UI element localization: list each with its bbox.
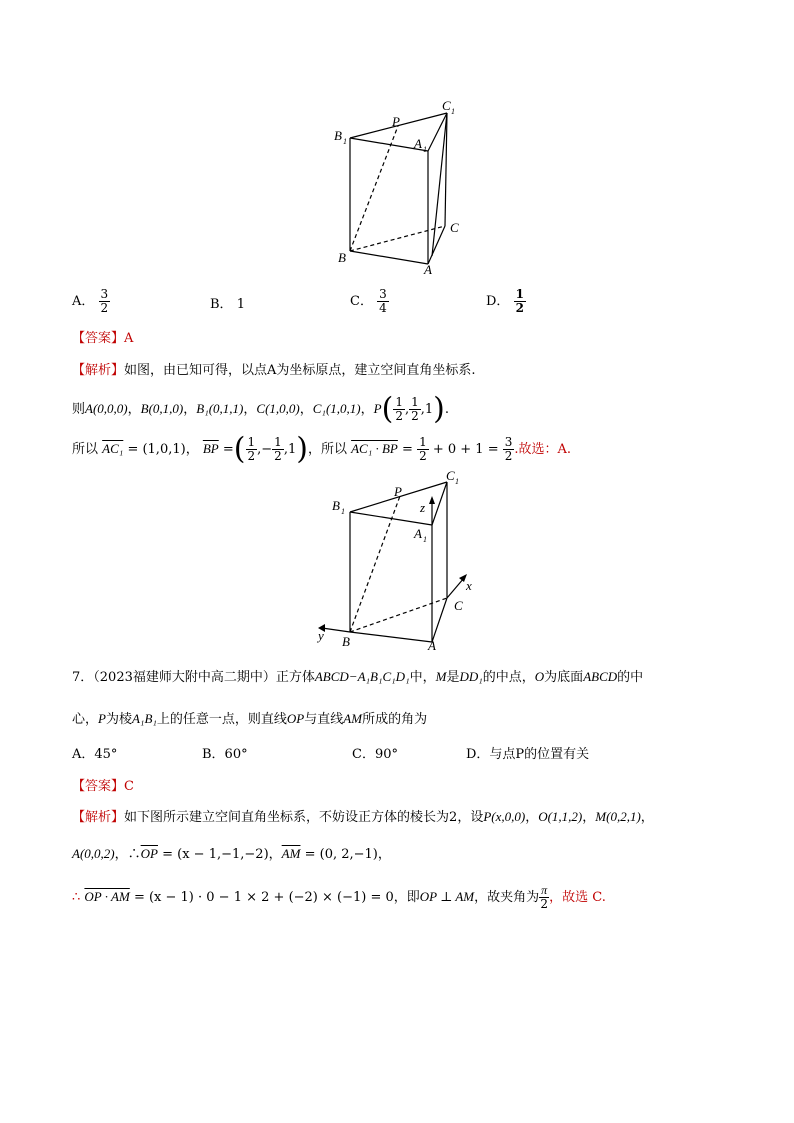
label-A1: A <box>414 136 422 151</box>
option-c: C． $\frac{3}{4}$ <box>350 287 387 315</box>
option-a: A． $\frac{3}{2}$ <box>72 287 109 315</box>
label-C: C <box>450 220 459 235</box>
label-A1-sub: 1 <box>423 535 427 544</box>
q7-option-c: C．90° <box>352 747 398 762</box>
q7-option-b: B．60° <box>202 747 248 762</box>
q7-analysis-line2: A(0,0,2)，$\therefore\overline{OP} = (x - 1,-1,-2)$，$\overline{AM} = (0$, 2,−1)， <box>72 846 391 862</box>
label-z: z <box>420 500 426 515</box>
figure-prism-2 <box>312 470 482 650</box>
q7-line1: 7．（2023福建师大附中高二期中）正方体ABCD−A₁B₁C₁D₁中，M是DD₁的中点，O为底面ABCD的中 <box>72 669 644 685</box>
label-B: B <box>338 250 346 265</box>
option-b: B． 1 <box>210 297 245 312</box>
label-C: C <box>454 598 463 613</box>
label-B1: B <box>334 128 342 143</box>
q7-analysis-line3: ∴ OP · AM = (x − 1) · 0 − 1 × 2 + (−2) × (−1) = 0，即OP ⊥ AM，故夹角为 $\frac{\pi}{2}$ ，故选 C. <box>72 883 606 911</box>
q7-answer: 【答案】C <box>72 779 134 794</box>
option-d: D． $\frac{1}{2}$ <box>486 287 524 315</box>
label-P: P <box>394 484 402 499</box>
label-A: A <box>424 262 432 276</box>
label-B1: B <box>332 498 340 513</box>
label-P: P <box>392 114 400 129</box>
label-C1-sub: 1 <box>455 477 459 486</box>
label-A1-sub: 1 <box>423 145 427 154</box>
figure-prism-1 <box>320 96 470 276</box>
q6-analysis-line1: 【解析】如图，由已知可得，以点A为坐标原点，建立空间直角坐标系. <box>72 363 476 378</box>
label-B: B <box>342 634 350 649</box>
label-y: y <box>318 628 324 643</box>
q6-analysis-line2: 则A(0,0,0)，B(0,1,0)，B₁(0,1,1)，C(1,0,0)，C₁(1,0,1)，P( $\frac{1}{2}$ , $\frac{1}{2}$ ,1). <box>72 391 449 427</box>
q7-analysis-line1: 【解析】如下图所示建立空间直角坐标系，不妨设正方体的棱长为2，设P(x,0,0)，O(1,1,2)，M(0,2,1)， <box>72 809 654 825</box>
label-B1-sub: 1 <box>341 507 345 516</box>
label-C1-sub: 1 <box>451 107 455 116</box>
label-A: A <box>428 638 436 650</box>
q7-option-a: A．45° <box>72 747 118 762</box>
q7-option-d: D．与点P的位置有关 <box>466 747 590 762</box>
label-A1: A <box>414 526 422 541</box>
label-C1: C <box>442 98 451 113</box>
label-B1-sub: 1 <box>343 137 347 146</box>
q7-line2: 心，P为棱A₁B₁上的任意一点，则直线OP与直线AM所成的角为 <box>72 711 428 727</box>
q6-answer: 【答案】A <box>72 331 134 346</box>
label-C1: C <box>446 470 455 483</box>
q6-analysis-line3: 所以 AC₁ = (1,0,1)， $\overline{BP}$ =( $\frac{1}{2}$ ,− $\frac{1}{2}$ ,1)，所以 AC₁ · BP = $\frac{1}{2}$ + 0 + 1 = $\frac{3}{2}$ .故选：A. <box>72 431 572 467</box>
label-x: x <box>466 578 472 593</box>
